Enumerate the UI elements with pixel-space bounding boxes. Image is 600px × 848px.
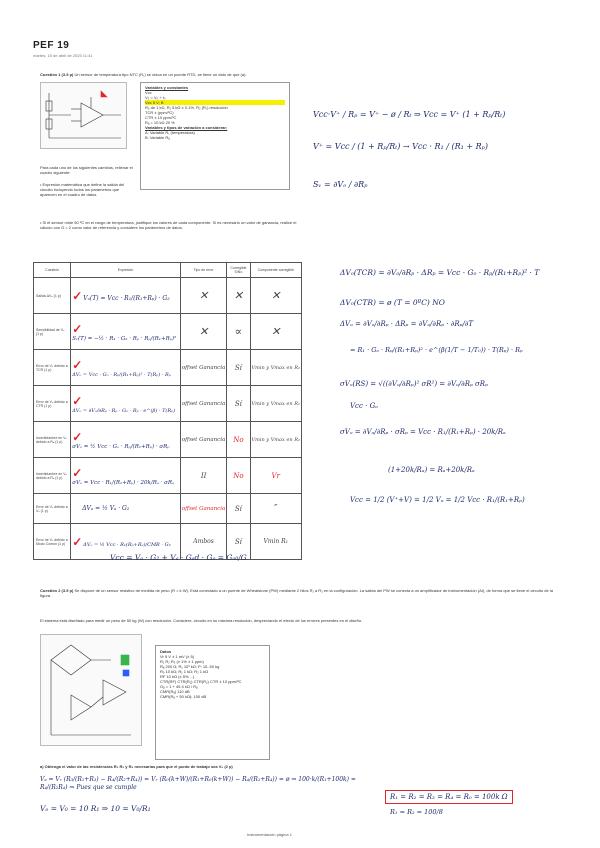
vars-line: R₅ de 1 kΩ, R₁ 5 kΩ ± 0.1%, R₂ (Rₜ) resolución: [145, 105, 228, 110]
data-title: Datos: [160, 649, 172, 654]
row-label: Sensibilidad de Vₒ (1 p): [34, 314, 71, 350]
check-icon: ✓: [72, 429, 83, 444]
row-type: offset Ganancia: [180, 494, 226, 524]
row-label: Error de Vₒ debido a CTR (1 p): [34, 386, 71, 422]
bullet1-text: Expresión matemática que define la salida del circuito incluyendo todos los parámetros que aparecen en el cuadro de datos.: [40, 182, 125, 197]
circuit2-svg: [41, 635, 141, 745]
note-7: = R₁ · Gₒ · Rₚ/(R₁+Rₚ)² · e^(β(1/T − 1/T₀)) · T(Rₚ) · Rₚ: [350, 346, 523, 354]
below-table-note: Vcc = Vₐ · G₂ + Vₐ · Gₐd · Gₒ = Gₐ₀/G: [110, 553, 247, 562]
note-10: σVₒ = ∂Vₒ/∂Rₚ · σRₚ = Vcc · R₁/(R₁+Rₚ) · 20k/Rₐ: [340, 428, 506, 436]
data-line: CTR(RF) CTR(R₁) CTR(R₂) CTR ± 10 ppm/ºC: [160, 679, 242, 684]
expr-text: σVₒ = Vcc · R₁/(R₁+Rₚ) · 20k/Rₐ · σRₐ: [72, 479, 175, 486]
row-corr: ∝: [227, 314, 250, 350]
table-header: Componente corregible: [250, 263, 301, 278]
row-type: Ambos: [180, 524, 226, 560]
row-type: offset Ganancia: [180, 350, 226, 386]
question1-note: Si el sensor mide 50 ºC en el rango de temperatura, justifique los valores de cada componente. Si es necesario un valor de ganancia, realice el cálculo con G = 2 como valor de referencia y considere los parámetros de datos.: [40, 220, 297, 230]
table-row: [34, 278, 302, 314]
part-a-equation-2: Vₒ = V₀ = 10 R₁ ⇒ 10 = V₀/R₁: [40, 804, 151, 813]
row-corr: Sí: [227, 494, 250, 524]
row-type: II: [180, 458, 226, 494]
row-corr: Sí: [227, 350, 250, 386]
expr-text: ΔVₒ = ½ Vcc · R₁(Rₚ+Rₐ)/CMR · G₂: [83, 541, 171, 548]
row-comp: Vmin y Vmax en R₁: [250, 422, 301, 458]
note-6: ΔVₒ = ∂Vₒ/∂Rₚ · ΔRₚ = ∂Vₒ/∂Rₚ · ∂Rₚ/∂T: [340, 320, 474, 328]
question1-bullet-2: [40, 220, 300, 230]
row-corr: Sí: [227, 524, 250, 560]
row-label: Incertidumbre en Vₒ debido a Rₐ (1 p): [34, 458, 71, 494]
part-a-equation-3: R₁ = R₂ = 100/8: [390, 808, 443, 816]
note-1: Vcc·V⁺ / Rₚ = V⁺ − ø / Rₜ ⇒ Vcc = V⁺ (1 + Rₚ/Rₜ): [313, 110, 506, 119]
table-row: [34, 314, 302, 350]
row-label: Salida ΔVₒ (1 p): [34, 278, 71, 314]
note-9: Vcc · Gₒ: [350, 402, 378, 410]
vars-line: Vcc 5 V; B: [145, 100, 285, 105]
check-icon: ✓: [72, 393, 83, 408]
question1-bullet-1: [40, 182, 135, 197]
page-date: martes, 15 de abril de 2025 11:41: [33, 53, 93, 58]
question1-label: Cuestión 1 (3.5 p): [40, 72, 74, 77]
expr-text: ΔVₒ = ½ Vₐ · G₂: [82, 505, 130, 512]
row-type: ✕: [180, 314, 226, 350]
expr-text: σVₒ = ½ Vcc · Gₒ · Rₚ/(R₁+Rₚ) · σRₚ: [72, 443, 170, 450]
data-line: R₉ 10 kΩ; R₁ 1 kΩ; R₂ 1 kΩ: [160, 669, 209, 674]
row-comp: ✕: [250, 278, 301, 314]
data-line: RF 10 kΩ (± 5% ...): [160, 674, 195, 679]
table-row: [34, 350, 302, 386]
row-expression: [71, 494, 181, 524]
check-icon: ✓: [72, 534, 83, 549]
row-corr: ✕: [227, 278, 250, 314]
row-comp: Vr: [250, 458, 301, 494]
row-label: Error de Vₒ debido a TCR (1 p): [34, 350, 71, 386]
row-expression: [71, 278, 181, 314]
variables-box: [140, 82, 290, 190]
row-label: Error de Vₒ debido a Vₒ (1 p): [34, 494, 71, 524]
question1-instruction: Para cada uno de los siguientes cambios, rellenar el cuadro siguiente:: [40, 165, 133, 175]
table-header: Tipo de error: [180, 263, 226, 278]
question1-text: Un sensor de temperatura tipo NTC (Rₜ) se ubica en un puente RTD, se tiene un dato de que (a).: [73, 72, 247, 77]
row-corr: No: [227, 458, 250, 494]
vars-line: A: Variable Rₜ (temperatura): [145, 130, 195, 135]
check-icon: ✓: [72, 321, 83, 336]
expr-text: Sᵥ(T) = −½ · R₁ · G₂ · Rₚ · Rₚ/(R₁+Rₚ)²: [72, 335, 177, 342]
question2-text2: El sistema está diseñado para medir un peso de 50 kg (W) con resolución. Considere, circuito en su máxima resolución, despreciando el efecto de los errores presentes en el diseño.: [40, 618, 363, 623]
data-line: Gₐ = 1 + 49.4 kΩ / Rₐ: [160, 684, 198, 689]
expr-text: ΔVₒ = ∂Vₒ/∂Rₚ · Rₚ · Gₒ · Rₚ · e^(β) · T(Rₚ): [72, 407, 176, 414]
row-comp: ″: [250, 494, 301, 524]
row-expression: [71, 350, 181, 386]
part-a-heading: a) Obtenga el valor de las resistencias R₁ R₂ y R₄ necesarias para que el punto de trabajo sea V₀ (2 p): [40, 764, 233, 769]
row-expression: [71, 422, 181, 458]
row-type: ✕: [180, 278, 226, 314]
vars-line: Variables y tipos de variación a considerar:: [145, 125, 228, 130]
question2-text: Se dispone de un sensor resistivo de medida de peso (R = k·W). Está conectado a un puente de Wheatstone (PW) mediante 2 hilos R₁ a R₃ en la configuración. La salida del PW se conecta a un amplificador de instrumentación (AI), de forma que se tiene el circuito de la figura.: [40, 588, 553, 598]
data-box: [155, 645, 270, 760]
data-line: CMR(Rₐ + 50 kΩ): 100 dB: [160, 694, 207, 699]
table-header: Expresión: [71, 263, 181, 278]
row-corr: Sí: [227, 386, 250, 422]
data-line: CMR(Rₐ) 110 dB: [160, 689, 190, 694]
note-5: ΔVₒ(CTR) = ø (T = 0ºC) NO: [340, 298, 445, 307]
check-icon: ✓: [72, 288, 83, 303]
page-footer: Instrumentación página 1: [247, 832, 292, 837]
note-4: ΔVₒ(TCR) = ∂Vₒ/∂Rₚ · ΔRₚ = Vcc · Gₒ · Rₚ/(R₁+Rₚ)² · T: [340, 268, 540, 277]
table-header: Cuestión: [34, 263, 71, 278]
row-comp: Vmin y Vmax en R₁: [250, 386, 301, 422]
row-comp: ✕: [250, 314, 301, 350]
check-icon: ✓: [72, 357, 83, 372]
row-expression: [71, 386, 181, 422]
bullet-icon: •: [40, 182, 43, 187]
row-corr: No: [227, 422, 250, 458]
note-11: (1+20k/Rₐ) = Rₐ+20k/Rₐ: [388, 466, 475, 474]
table-header: Corregible S/No: [227, 263, 250, 278]
variables-title: Variables y constantes: [145, 85, 189, 90]
table-row: [34, 386, 302, 422]
note-3: Sᵥ = ∂Vₒ / ∂Rₚ: [313, 180, 368, 189]
boxed-result: R₁ = R₂ = R₃ = R₄ = R₀ = 100k Ω: [385, 790, 513, 804]
vars-line: TCR ± (ppm/ºC): [145, 110, 174, 115]
page-title: PEF 19: [33, 40, 70, 51]
vars-line: V₀ = V₀ + t₀: [145, 95, 166, 100]
row-label: Error de Vₒ debido a Modo Común (1 p): [34, 524, 71, 560]
table-header-row: [34, 263, 302, 278]
table-row: [34, 422, 302, 458]
vars-line: Vcc: [145, 90, 152, 95]
row-expression: [71, 314, 181, 350]
question2-label: Cuestión 2 (3.5 p): [40, 588, 74, 593]
table-row: [34, 458, 302, 494]
question2-heading: [40, 588, 560, 598]
circuit-diagram-1: [40, 82, 127, 149]
check-icon: ✓: [72, 465, 83, 480]
vars-line: CTR ± 10 ppm/ºC: [145, 115, 177, 120]
row-comp: Vmin R₁: [250, 524, 301, 560]
data-line: Rₐ 200 Ω; R₁ 10³ kΩ; P: 10..50 kg: [160, 664, 220, 669]
note-2: V⁺ = Vcc / (1 + Rₚ/Rₜ) → Vcc · R₁ / (R₁ + Rₚ): [313, 142, 488, 151]
note-12: Vcc = 1/2 (V⁺+V) = 1/2 Vₒ = 1/2 Vcc · R₁/(R₁+Rₚ): [350, 496, 525, 504]
circuit-diagram-2: [40, 634, 142, 746]
expr-text: ΔVₒ = Vcc · Gₒ · Rₚ/(R₁+Rₚ)² · T(Rₚ) · Rₚ: [72, 371, 171, 378]
expr-text: Vₒ(T) = Vcc · R₁/(R₁+Rₚ) · G₂: [83, 294, 170, 302]
bullet-icon: •: [40, 220, 43, 225]
vars-line: Rₐ = 10 kΩ 20 %: [145, 120, 175, 125]
vars-line: B: Variable Rₐ: [145, 135, 170, 140]
note-8: σVₒ(RS) = √((∂Vₒ/∂Rₚ)² σR²) = ∂Vₒ/∂Rₚ σRₚ: [340, 380, 488, 388]
question1-heading: [40, 72, 300, 77]
row-type: offset Ganancia: [180, 422, 226, 458]
table-row: [34, 494, 302, 524]
data-line: R₁ R₂ R₃ (± 1% ± 1 ppm): [160, 659, 204, 664]
row-label: Incertidumbre en Vₒ debido a Rₐ (1 p): [34, 422, 71, 458]
row-expression: [71, 458, 181, 494]
row-comp: Vmin y Vmax en R₁: [250, 350, 301, 386]
answer-table: [33, 262, 302, 560]
row-type: offset Ganancia: [180, 386, 226, 422]
data-line: Vr 5 V ± 1 mV (± 5): [160, 654, 195, 659]
part-a-equation: Vₐ = Vᵣ (R₃/(R₁+R₃) − R₄/(R₂+R₄)) = Vᵣ (R₀(k+W)/(R₁+R₀(k+W)) − R₄/(R₂+R₄)) = ø ⇒ 100·k/(R₁+100k) = R₄/(R₂R₄) ⇒ Pues que se cumple: [40, 776, 356, 791]
circuit1-svg: [41, 83, 126, 148]
